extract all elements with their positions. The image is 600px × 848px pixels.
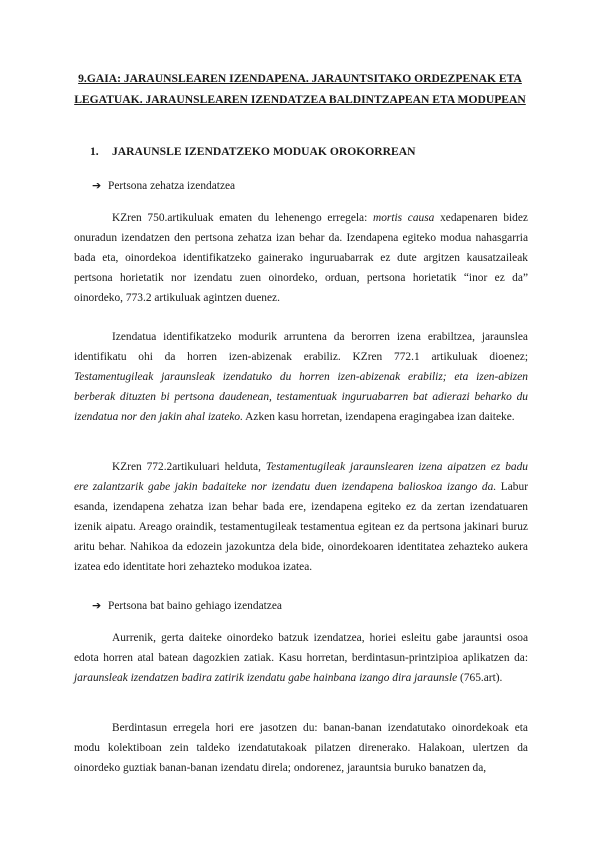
section-heading — [90, 143, 416, 161]
paragraph — [74, 327, 528, 427]
paragraph-text: (765.art). — [457, 672, 503, 684]
paragraph-text: Labur esanda, izendapena zehatza izan behar bada ere, izendapena egiteko ez da zertan izendatuaren izenik aipatu. Areago oraindik, testamentugileak testamentua egitean ez da pertsona jakinari buruz aritu behar. Nahikoa da edozein jazokuntza dela bide, oinordekoaren identitatea zehazteko aukera izatea edo identitate hori zehazteko modukoa izatea. — [74, 481, 528, 573]
paragraph-text: Aurrenik, gerta daiteke oinordeko batzuk izendatzea, horiei esleitu gabe jarauntsi osoa edota horren atal batean dagozkien zatiak. Kasu horretan, berdintasun-printzipioa aplikatzen da: — [74, 632, 528, 664]
paragraph-text: Azken kasu horretan, izendapena eragingabea izan daiteke. — [242, 411, 515, 423]
section-number: 1. — [90, 145, 99, 158]
bullet-text: Pertsona bat baino gehiago izendatzea — [108, 600, 282, 612]
bullet-item — [92, 177, 235, 195]
paragraph — [74, 718, 528, 778]
paragraph — [74, 457, 528, 577]
paragraph-italic: mortis causa — [372, 212, 435, 224]
paragraph-italic: Testamentugileak jaraunslearen izena aipatzen ez badu ere zalantzarik gabe jakin badaiteke nor izendatu duen izendapena balioskoa izango da. — [74, 461, 528, 493]
document-title: 9.GAIA: JARAUNSLEAREN IZENDAPENA. JARAUNTSITAKO ORDEZPENAK ETA LEGATUAK. JARAUNSLEAREN IZENDATZEA BALDINTZAPEAN ETA MODUPEAN — [74, 72, 526, 106]
paragraph-text: Berdintasun erregela hori ere jasotzen du: banan-banan izendatutako oinordekoak eta modu kolektiboan zein taldeko izendatutakoak pilatzen direnerako. Halakoan, ulertzen da oinordeko guztiak banan-banan izendatu direla; ondorenez, jarauntsia buruko banatzen da, — [74, 722, 528, 774]
bullet-item — [92, 597, 282, 615]
paragraph-italic: jaraunsleak izendatzen badira zatirik izendatu gabe hainbana izango dira jaraunsle — [74, 672, 458, 684]
paragraph-text: KZren 772.2artikuluari helduta, — [112, 461, 266, 473]
paragraph-text: Izendatua identifikatzeko modurik arruntena da berorren izena erabiltzea, jaraunslea identifikatu ohi da horren izen-abizenak erabiliz. KZren 772.1 artikuluak dioenez; — [74, 331, 528, 363]
paragraph-italic: Testamentugileak jaraunsleak izendatuko du horren izen-abizenak erabiliz; eta izen-abizen berberak dituzten bi pertsona daudenean, testamentuak inguruabarren bat adierazi beharko du izendatua nor den jakin ahal izateko. — [74, 371, 528, 423]
arrow-right-icon: ➔ — [92, 179, 102, 192]
paragraph-text: KZren 750.artikuluak ematen du lehenengo erregela: — [112, 212, 373, 224]
bullet-text: Pertsona zehatza izendatzea — [108, 180, 236, 192]
paragraph — [74, 628, 528, 688]
section-heading-text: JARAUNSLE IZENDATZEKO MODUAK OROKORREAN — [112, 145, 416, 158]
paragraph — [74, 208, 528, 308]
paragraph-text: xedapenaren bidez onuradun izendatzen den pertsona zehatza izan behar da. Izendapena egiteko modua nahasgarria bada eta, oinordekoa identifikatzeko gainerako inguruabarrak ez dute argitzen kausatzaileak pertsona horietatik nor izendatu zuen oinordeko, orduan, pertsona horietatik “inor ez da” oinordeko, 773.2 artikuluak agintzen duenez. — [74, 212, 528, 304]
arrow-right-icon: ➔ — [92, 599, 102, 612]
